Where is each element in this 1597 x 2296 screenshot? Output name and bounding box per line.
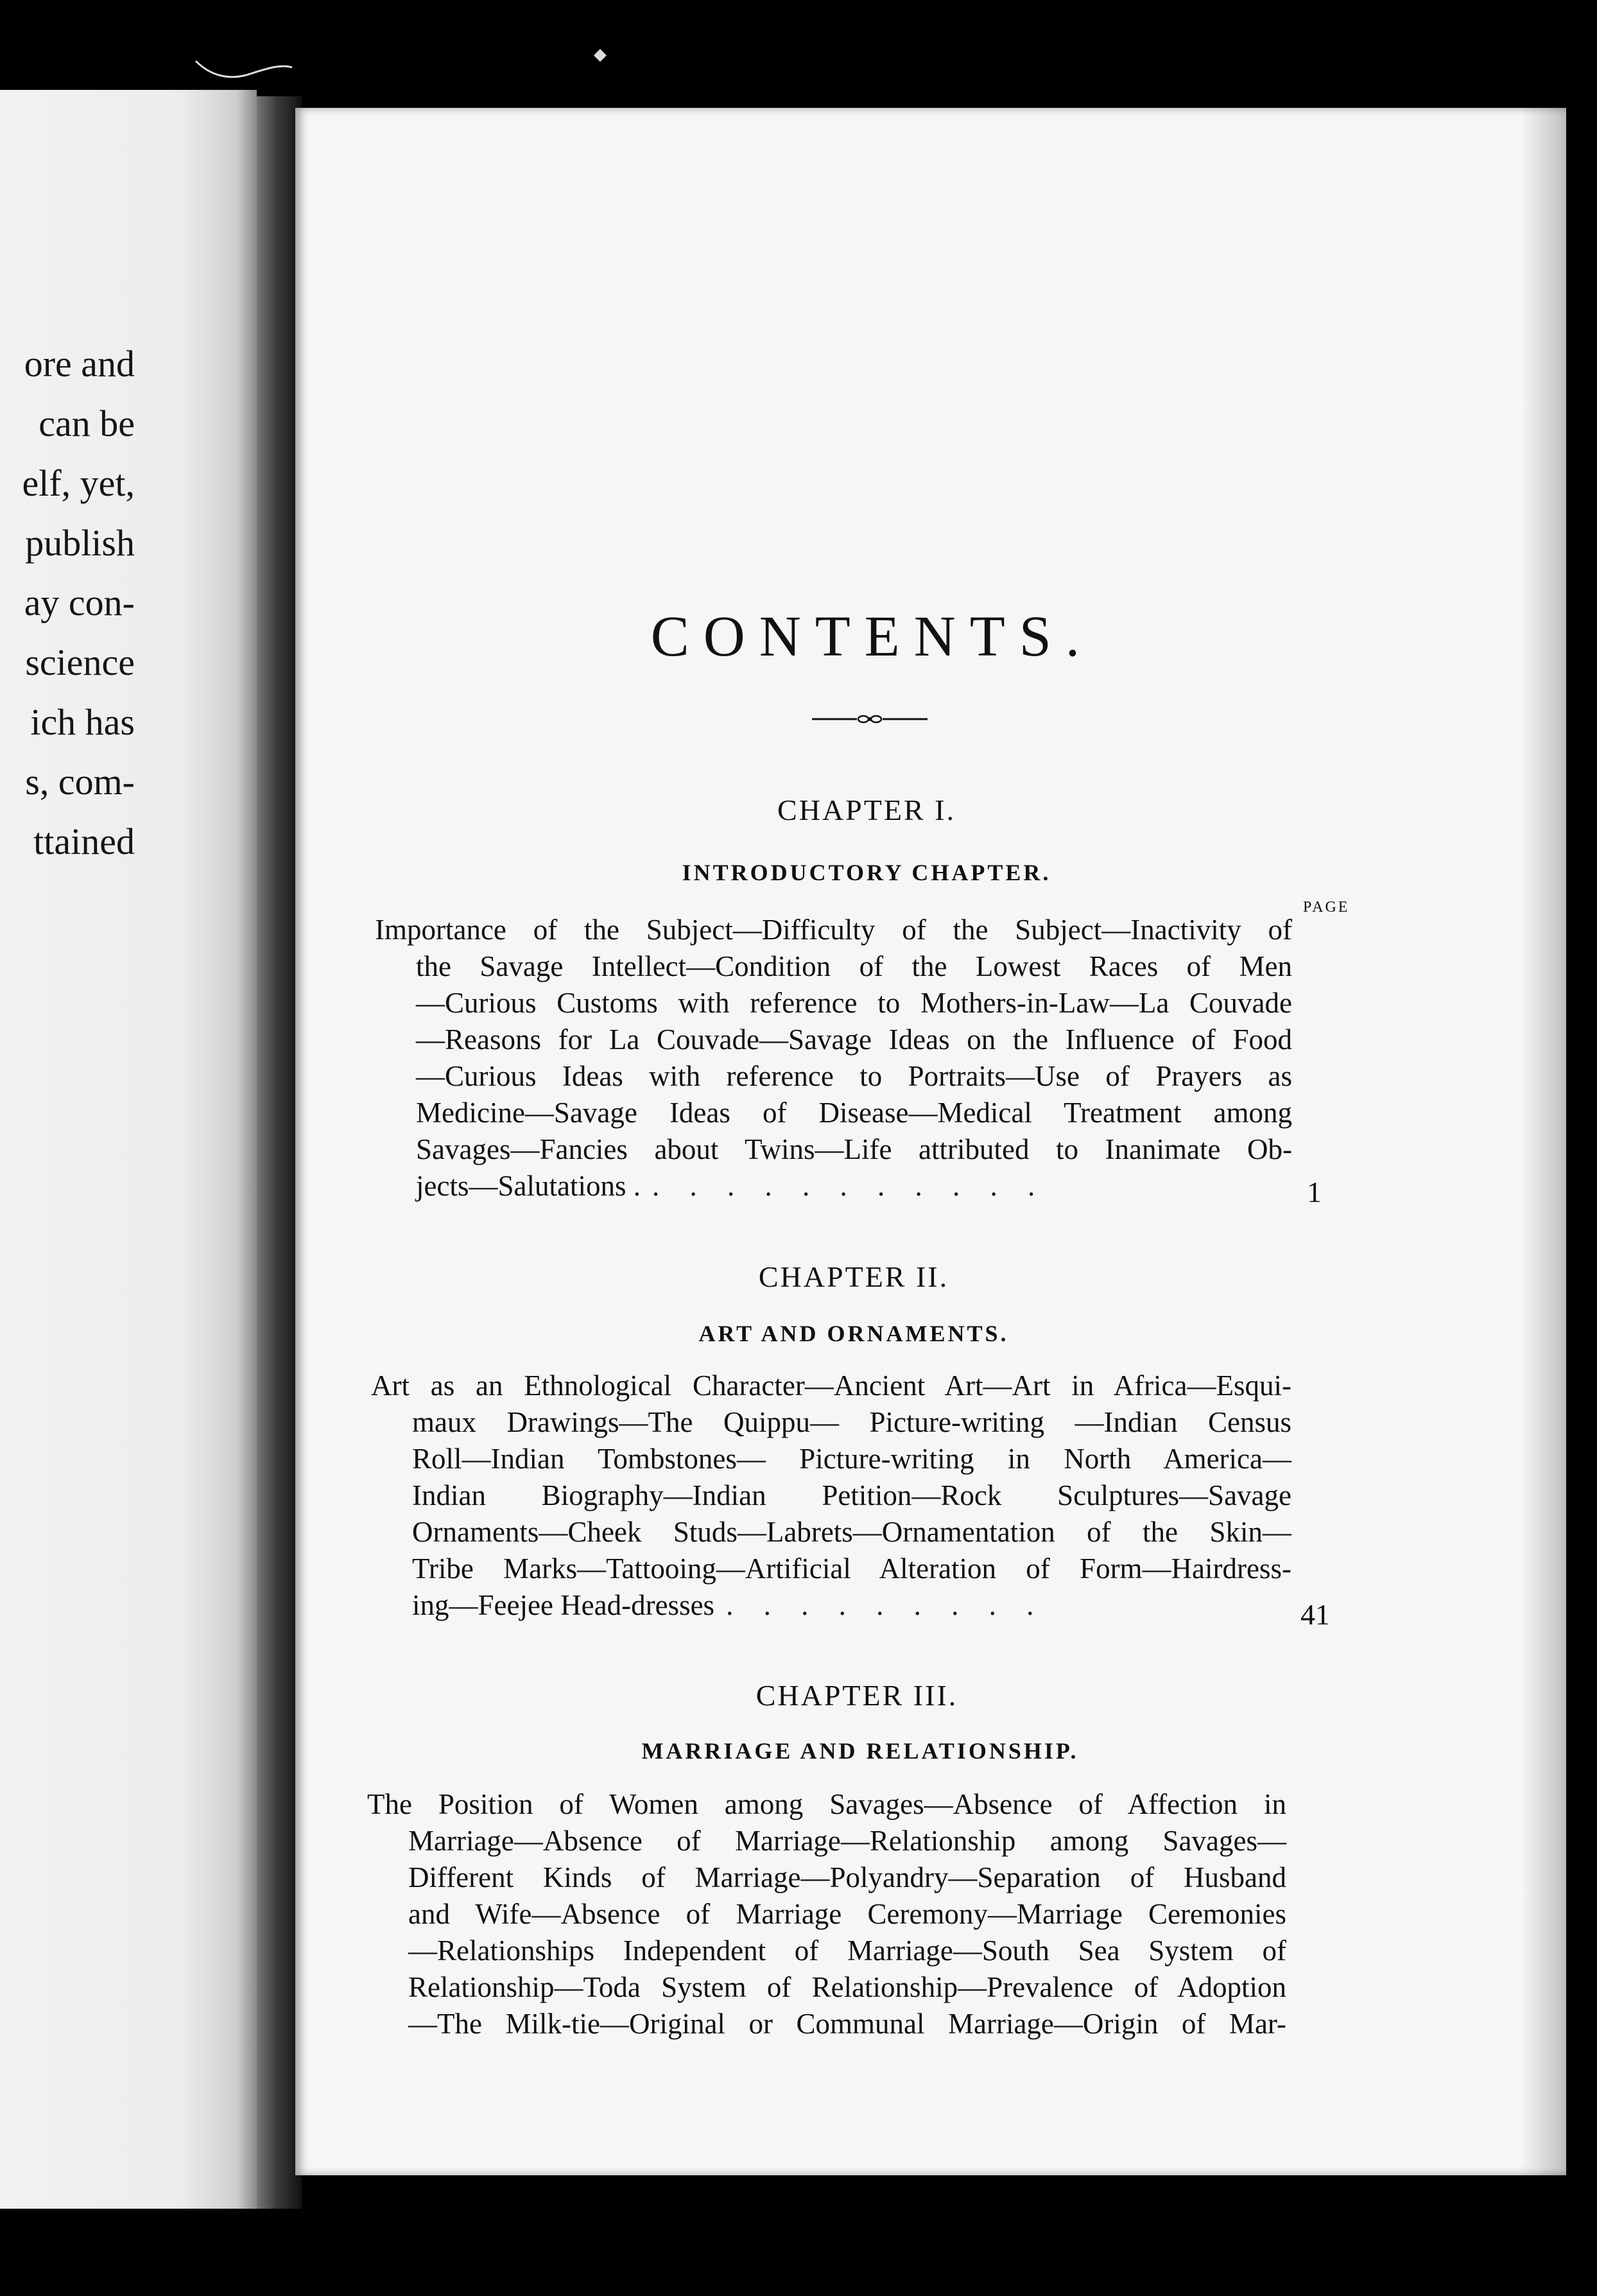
summary-line: Art as an Ethnological Character—Ancient Art—Art in Africa—Esqui- bbox=[371, 1370, 1291, 1402]
left-page-line: ttained bbox=[33, 821, 135, 862]
title-ornament bbox=[812, 709, 928, 729]
chapter-summary bbox=[367, 1786, 1286, 2042]
chapter-subtitle: MARRIAGE AND RELATIONSHIP. bbox=[641, 1738, 1079, 1764]
summary-line: and Wife—Absence of Marriage Ceremony—Marriage Ceremonies bbox=[408, 1898, 1286, 1930]
chapter-summary bbox=[375, 912, 1292, 1205]
dot-leaders: . . . . . . . . . . . bbox=[652, 1170, 1047, 1202]
summary-line: Importance of the Subject—Difficulty of the Subject—Inactivity of bbox=[375, 914, 1292, 946]
dot-leaders: . . . . . . . . . bbox=[726, 1589, 1046, 1621]
summary-line: —The Milk-tie—Original or Communal Marriage—Origin of Mar- bbox=[408, 2008, 1286, 2040]
left-page-line: science bbox=[25, 641, 135, 683]
summary-line: Roll—Indian Tombstones— Picture-writing in North America— bbox=[412, 1443, 1291, 1475]
left-page-line: ay con- bbox=[24, 582, 135, 623]
left-page-line: s, com- bbox=[25, 761, 135, 803]
left-page-line: ore and bbox=[24, 343, 135, 385]
summary-last-line bbox=[416, 1168, 1292, 1205]
page-column-label: PAGE bbox=[1303, 899, 1350, 916]
summary-last-line bbox=[412, 1587, 1291, 1624]
scan-artifact bbox=[193, 58, 295, 83]
summary-line: maux Drawings—The Quippu— Picture-writing —Indian Census bbox=[412, 1406, 1291, 1438]
summary-line: jects—Salutations . bbox=[416, 1170, 641, 1202]
page-title: CONTENTS. bbox=[650, 605, 1094, 668]
left-page-line: publish bbox=[25, 522, 135, 564]
summary-line: ing—Feejee Head-dresses bbox=[412, 1589, 715, 1621]
left-page bbox=[0, 90, 257, 2209]
left-page-text bbox=[22, 334, 135, 871]
scan-artifact: ◆ bbox=[594, 45, 607, 64]
summary-line: the Savage Intellect—Condition of the Lowest Races of Men bbox=[416, 950, 1292, 982]
left-page-line: can be bbox=[39, 403, 135, 444]
summary-line: Marriage—Absence of Marriage—Relationship among Savages— bbox=[408, 1825, 1286, 1857]
chapter-heading: CHAPTER II. bbox=[758, 1260, 949, 1293]
page-number: 1 bbox=[1307, 1176, 1322, 1208]
summary-line: Different Kinds of Marriage—Polyandry—Separation of Husband bbox=[408, 1861, 1286, 1893]
summary-line: Ornaments—Cheek Studs—Labrets—Ornamentation of the Skin— bbox=[412, 1516, 1291, 1548]
chapter-summary bbox=[371, 1368, 1291, 1624]
page-edge-shadow bbox=[1521, 108, 1573, 2175]
chapter-heading: CHAPTER III. bbox=[755, 1679, 958, 1712]
left-page-line: elf, yet, bbox=[22, 462, 135, 504]
summary-line: Medicine—Savage Ideas of Disease—Medical Treatment among bbox=[416, 1097, 1292, 1129]
summary-line: —Relationships Independent of Marriage—South Sea System of bbox=[408, 1935, 1286, 1967]
summary-line: The Position of Women among Savages—Absence of Affection in bbox=[367, 1788, 1286, 1820]
summary-line: Tribe Marks—Tattooing—Artificial Alteration of Form—Hairdress- bbox=[412, 1552, 1291, 1585]
chapter-subtitle: INTRODUCTORY CHAPTER. bbox=[682, 860, 1051, 885]
chapter-heading: CHAPTER I. bbox=[777, 794, 956, 826]
summary-line: —Reasons for La Couvade—Savage Ideas on the Influence of Food bbox=[416, 1023, 1292, 1056]
chapter-subtitle: ART AND ORNAMENTS. bbox=[698, 1321, 1009, 1346]
page-number: 41 bbox=[1300, 1598, 1330, 1631]
summary-line: Relationship—Toda System of Relationship—Prevalence of Adoption bbox=[408, 1971, 1286, 2003]
summary-line: Indian Biography—Indian Petition—Rock Sculptures—Savage bbox=[412, 1479, 1291, 1511]
summary-line: Savages—Fancies about Twins—Life attributed to Inanimate Ob- bbox=[416, 1133, 1292, 1165]
summary-line: —Curious Ideas with reference to Portraits—Use of Prayers as bbox=[416, 1060, 1292, 1092]
summary-line: —Curious Customs with reference to Mothers-in-Law—La Couvade bbox=[416, 987, 1292, 1019]
left-page-line: ich has bbox=[30, 701, 135, 743]
